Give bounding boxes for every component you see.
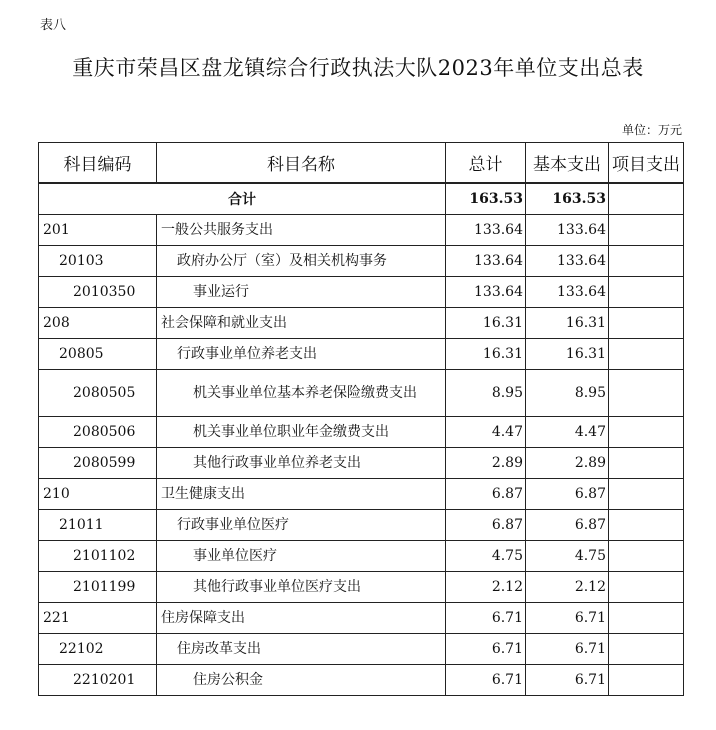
table-row (39, 448, 684, 479)
row-basic: 16.31 (526, 308, 609, 339)
table-row (39, 572, 684, 603)
row-code: 2080506 (39, 417, 157, 448)
row-code: 2010350 (39, 277, 157, 308)
row-basic: 4.75 (526, 541, 609, 572)
table-row (39, 308, 684, 339)
row-total: 6.87 (446, 510, 526, 541)
row-total: 6.71 (446, 603, 526, 634)
row-name: 住房公积金 (157, 665, 446, 696)
row-name: 住房保障支出 (157, 603, 446, 634)
table-row (39, 479, 684, 510)
row-total: 2.12 (446, 572, 526, 603)
row-project (609, 479, 684, 510)
table-number-tag: 表八 (40, 18, 67, 33)
row-name: 社会保障和就业支出 (157, 308, 446, 339)
row-basic: 16.31 (526, 339, 609, 370)
row-total: 6.87 (446, 479, 526, 510)
row-project (609, 541, 684, 572)
row-code: 2210201 (39, 665, 157, 696)
row-project (609, 215, 684, 246)
row-code: 2080505 (39, 370, 157, 417)
row-total: 4.75 (446, 541, 526, 572)
row-project (609, 572, 684, 603)
row-total: 16.31 (446, 308, 526, 339)
row-name: 其他行政事业单位养老支出 (157, 448, 446, 479)
row-name: 政府办公厅（室）及相关机构事务 (157, 246, 446, 277)
row-name: 事业单位医疗 (157, 541, 446, 572)
table-row (39, 541, 684, 572)
expenditure-table (38, 142, 684, 696)
row-name: 行政事业单位养老支出 (157, 339, 446, 370)
row-basic: 133.64 (526, 246, 609, 277)
row-name: 住房改革支出 (157, 634, 446, 665)
row-total: 6.71 (446, 634, 526, 665)
table-row (39, 277, 684, 308)
table-row (39, 603, 684, 634)
row-basic: 6.87 (526, 510, 609, 541)
row-code: 20805 (39, 339, 157, 370)
total-basic: 163.53 (526, 183, 609, 215)
row-basic: 133.64 (526, 215, 609, 246)
row-project (609, 308, 684, 339)
row-code: 221 (39, 603, 157, 634)
row-name: 卫生健康支出 (157, 479, 446, 510)
row-code: 201 (39, 215, 157, 246)
table-row (39, 634, 684, 665)
header-basic: 基本支出 (526, 143, 609, 184)
row-code: 21011 (39, 510, 157, 541)
row-name: 一般公共服务支出 (157, 215, 446, 246)
row-name: 行政事业单位医疗 (157, 510, 446, 541)
row-project (609, 370, 684, 417)
row-total: 133.64 (446, 215, 526, 246)
row-basic: 8.95 (526, 370, 609, 417)
row-total: 6.71 (446, 665, 526, 696)
row-basic: 4.47 (526, 417, 609, 448)
row-basic: 6.71 (526, 634, 609, 665)
row-basic: 6.71 (526, 665, 609, 696)
row-project (609, 603, 684, 634)
row-project (609, 665, 684, 696)
row-basic: 6.71 (526, 603, 609, 634)
row-basic: 2.89 (526, 448, 609, 479)
page-title: 重庆市荣昌区盘龙镇综合行政执法大队2023年单位支出总表 (72, 56, 644, 80)
row-project (609, 277, 684, 308)
row-total: 133.64 (446, 246, 526, 277)
table-row (39, 339, 684, 370)
row-name: 机关事业单位基本养老保险缴费支出 (157, 370, 446, 417)
table-row (39, 417, 684, 448)
header-name: 科目名称 (157, 143, 446, 184)
row-code: 2080599 (39, 448, 157, 479)
table-row (39, 246, 684, 277)
row-basic: 2.12 (526, 572, 609, 603)
row-code: 2101102 (39, 541, 157, 572)
row-code: 2101199 (39, 572, 157, 603)
total-value: 163.53 (446, 183, 526, 215)
row-project (609, 246, 684, 277)
row-project (609, 417, 684, 448)
total-row (39, 183, 684, 215)
table-header-row (39, 143, 684, 184)
row-project (609, 339, 684, 370)
row-project (609, 448, 684, 479)
row-total: 2.89 (446, 448, 526, 479)
table-row (39, 215, 684, 246)
total-label: 合计 (39, 183, 446, 215)
row-basic: 6.87 (526, 479, 609, 510)
header-code: 科目编码 (39, 143, 157, 184)
row-code: 20103 (39, 246, 157, 277)
row-total: 16.31 (446, 339, 526, 370)
row-project (609, 510, 684, 541)
row-name: 其他行政事业单位医疗支出 (157, 572, 446, 603)
row-project (609, 634, 684, 665)
unit-label: 单位：万元 (621, 123, 682, 137)
row-basic: 133.64 (526, 277, 609, 308)
row-code: 210 (39, 479, 157, 510)
row-code: 22102 (39, 634, 157, 665)
total-project (609, 183, 684, 215)
row-total: 133.64 (446, 277, 526, 308)
row-name: 事业运行 (157, 277, 446, 308)
header-total: 总计 (446, 143, 526, 184)
table-row (39, 370, 684, 417)
table-row (39, 665, 684, 696)
row-name: 机关事业单位职业年金缴费支出 (157, 417, 446, 448)
row-code: 208 (39, 308, 157, 339)
table-row (39, 510, 684, 541)
row-total: 4.47 (446, 417, 526, 448)
row-total: 8.95 (446, 370, 526, 417)
header-project: 项目支出 (609, 143, 684, 184)
